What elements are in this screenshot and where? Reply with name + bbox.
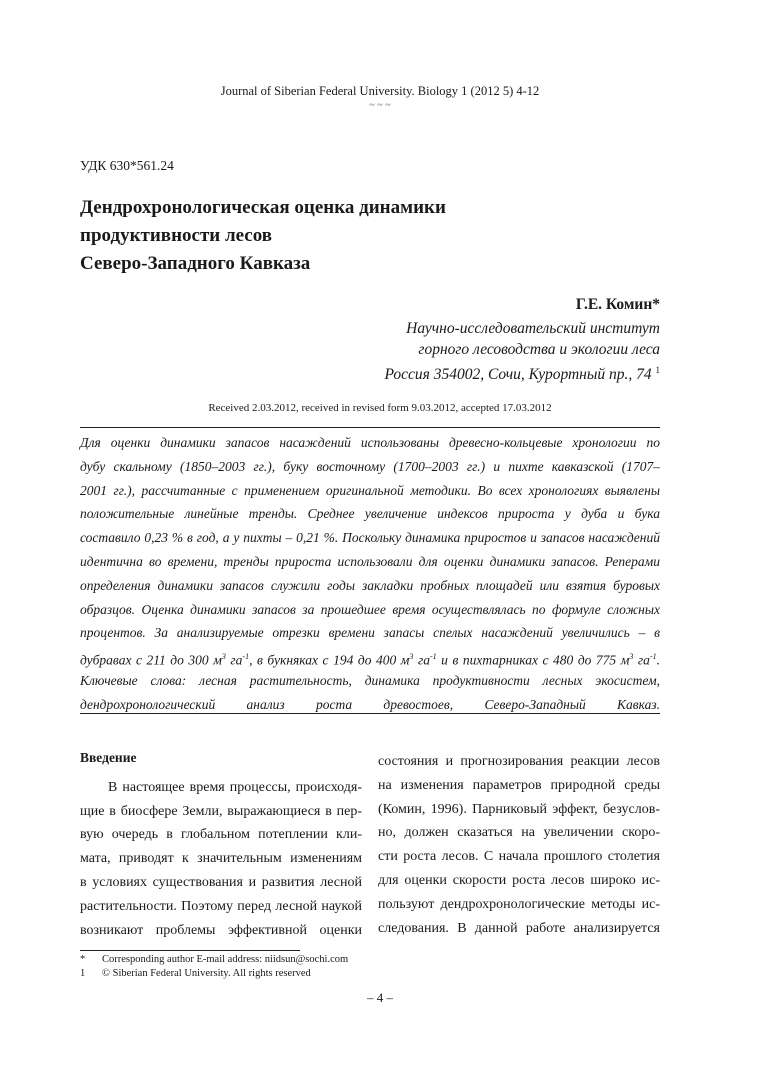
footnote-text: Corresponding author E-mail address: niidsun@sochi.com	[102, 954, 349, 965]
body-line: состояния и прогнозирования реакции лесов	[378, 754, 660, 769]
abstract-line: определения динамики запасов служили годы закладки пробных площадей или взятия буровых	[80, 577, 660, 593]
abstract-fragment: га	[413, 652, 430, 668]
superscript: 3	[221, 652, 226, 662]
body-line: на изменения параметров природной среды	[378, 777, 660, 793]
footnote-text: © Siberian Federal University. All rights reserved	[102, 968, 311, 979]
abstract-line: положительные линейные тренды. Среднее увеличение индексов прироста у дуба и бука	[80, 506, 660, 522]
author-name: Г.Е. Комин*	[575, 296, 660, 313]
journal-header: Journal of Siberian Federal University. Biology 1 (2012 5) 4-12	[220, 84, 540, 98]
intro-left-column	[80, 746, 362, 942]
superscript: 3	[409, 652, 414, 662]
affiliation-line	[384, 360, 660, 385]
body-line: (Комин, 1996). Парниковый эффект, безуслов-	[378, 801, 660, 817]
page-number: – 4 –	[367, 990, 393, 1005]
superscript: -1	[242, 652, 250, 662]
superscript: 3	[629, 652, 634, 662]
body-line: в условиях существования и развития лесной	[80, 874, 362, 890]
superscript: -1	[429, 652, 437, 662]
title-line: продуктивности лесов	[80, 225, 273, 246]
footnote-mark: *	[80, 954, 86, 965]
affiliation-footnote-mark: 1	[655, 365, 660, 375]
udk-code: УДК 630*561.24	[80, 158, 174, 173]
body-line: возникают проблемы эффективной оценки	[80, 922, 362, 938]
footnote	[80, 968, 311, 979]
footnote-mark: 1	[80, 968, 86, 979]
body-line: но, должен сказаться на увеличении скоро-	[378, 825, 660, 841]
abstract-line: процентов. За анализируемые отрезки времени запасы спелых насаждений увеличились – в	[80, 625, 660, 641]
body-line: мата, приводят к значительным изменениям	[80, 851, 362, 867]
abstract-line: 2001 гг.), рассчитанные с применением оригинальной методики. Во всех хронологиях выявлены	[80, 482, 660, 498]
abstract-fragment: и в пихтарниках с 480 до 775 м	[436, 652, 630, 668]
body-line: пользуют дендрохронологические методы ис-	[378, 896, 660, 912]
affiliation-address: Россия 354002, Сочи, Курортный пр., 74	[384, 366, 652, 384]
footnote	[80, 954, 348, 965]
body-line: сти роста лесов. С начала прошлого столетия	[378, 849, 660, 865]
footnote-rule	[80, 950, 300, 951]
abstract	[80, 432, 660, 670]
title-line: Дендрохронологическая оценка динамики	[80, 197, 446, 218]
abstract-line	[80, 646, 660, 670]
keywords-line: дендрохронологический анализ роста древостоев, Северо-Западный Кавказ.	[80, 696, 660, 712]
intro-right-column	[378, 750, 660, 940]
body-line: щие в биосфере Земли, выражающиеся в пер-	[80, 803, 362, 819]
body-line: В настоящее время процессы, происходя-	[108, 779, 362, 795]
affiliation-line: горного лесоводства и экологии леса	[418, 341, 660, 358]
abstract-line: дубу скальному (1850–2003 гг.), буку восточному (1700–2003 гг.) и пихте кавказской (1707–	[80, 458, 660, 474]
abstract-fragment: дубравах с 211 до 300 м	[80, 652, 222, 668]
abstract-fragment: , в букняках с 194 до 400 м	[249, 652, 410, 668]
affiliation	[384, 318, 660, 385]
abstract-line: Для оценки динамики запасов насаждений использованы древесно-кольцевые хронологии по	[80, 435, 660, 450]
keywords-line: Ключевые слова: лесная растительность, динамика продуктивности лесных экосистем,	[80, 673, 660, 688]
received-dates: Received 2.03.2012, received in revised form 9.03.2012, accepted 17.03.2012	[208, 402, 552, 414]
body-line: для оценки скорости роста лесов широко ис-	[378, 872, 660, 888]
header-ornament: ~ ~ ~	[369, 100, 391, 111]
abstract-bottom-rule	[80, 713, 660, 714]
body-line: растительности. Поэтому перед лесной наукой	[80, 898, 362, 914]
title-line: Северо-Западного Кавказа	[80, 253, 311, 274]
superscript: -1	[649, 652, 657, 662]
body-line: вую очередь в глобальном потеплении кли-	[80, 827, 362, 843]
abstract-line: образцов. Оценка динамики запасов за прошедшее время осуществлялась по формуле сложных	[80, 601, 660, 617]
abstract-line: идентична во времени, тренды прироста использовали для оценки динамики запасов. Реперами	[80, 553, 660, 569]
abstract-top-rule	[80, 427, 660, 428]
abstract-fragment: га	[633, 652, 650, 668]
abstract-fragment: .	[656, 652, 660, 668]
abstract-line: составило 0,23 % в год, а у пихты – 0,21 %. Поскольку динамика приростов и запасов насаждений	[80, 530, 660, 546]
section-heading: Введение	[80, 750, 137, 765]
keywords	[80, 670, 660, 718]
abstract-fragment: га	[225, 652, 243, 668]
article-title	[80, 194, 640, 278]
body-line: следования. В данной работе анализируется	[378, 920, 660, 936]
affiliation-line: Научно-исследовательский институт	[406, 320, 660, 337]
